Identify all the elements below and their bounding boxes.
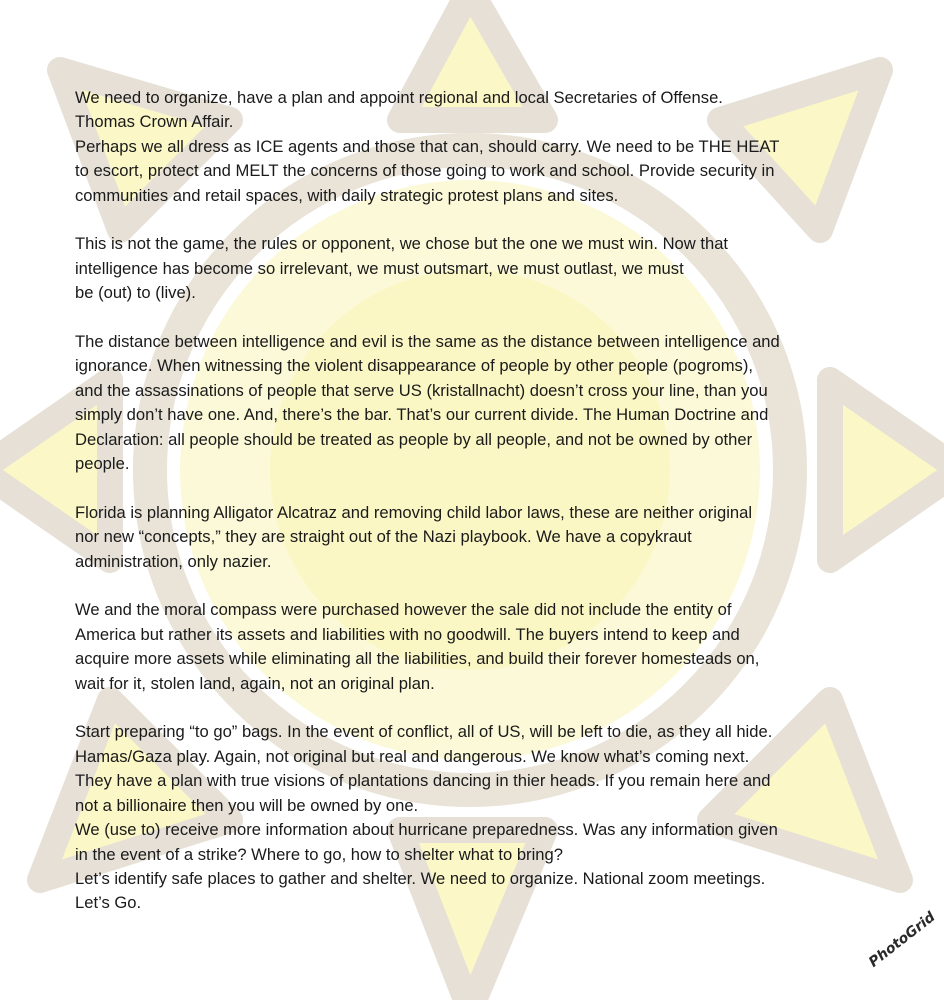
text-line: We (use to) receive more information about hurricane preparedness. Was any information given bbox=[75, 820, 778, 840]
text-line: simply don’t have one. And, there’s the bar. That’s our current divide. The Human Doctrine and bbox=[75, 405, 769, 425]
text-line: ignorance. When witnessing the violent disappearance of people by other people (pogroms), bbox=[75, 356, 753, 376]
text-line: They have a plan with true visions of plantations dancing in thier heads. If you remain here and bbox=[75, 771, 771, 791]
text-line: Declaration: all people should be treated as people by all people, and not be owned by other bbox=[75, 429, 753, 449]
paragraph-2 bbox=[75, 232, 875, 305]
text-line: administration, only nazier. bbox=[75, 551, 272, 571]
text-line: This is not the game, the rules or opponent, we chose but the one we must win. Now that bbox=[75, 234, 729, 254]
document-body bbox=[75, 86, 875, 916]
text-line: Start preparing “to go” bags. In the event of conflict, all of US, will be left to die, as they all hide. bbox=[75, 722, 773, 742]
text-line: nor new “concepts,” they are straight out of the Nazi playbook. We have a copykraut bbox=[75, 527, 692, 547]
text-line: wait for it, stolen land, again, not an original plan. bbox=[75, 673, 435, 693]
text-line: Let’s identify safe places to gather and shelter. We need to organize. National zoom meetings. bbox=[75, 868, 766, 888]
paragraph-3 bbox=[75, 330, 875, 476]
paragraph-1 bbox=[75, 86, 875, 208]
photogrid-watermark: PhotoGrid bbox=[866, 909, 939, 971]
text-line: Thomas Crown Affair. bbox=[75, 112, 234, 132]
text-line: in the event of a strike? Where to go, how to shelter what to bring? bbox=[75, 844, 563, 864]
text-line: communities and retail spaces, with daily strategic protest plans and sites. bbox=[75, 185, 619, 205]
text-line: and the assassinations of people that serve US (kristallnacht) doesn’t cross your line, than you bbox=[75, 380, 768, 400]
paragraph-6 bbox=[75, 720, 875, 915]
text-line: We need to organize, have a plan and appoint regional and local Secretaries of Offense. bbox=[75, 88, 723, 107]
text-line: Florida is planning Alligator Alcatraz and removing child labor laws, these are neither original bbox=[75, 502, 753, 522]
text-line: Let’s Go. bbox=[75, 893, 142, 913]
text-line: The distance between intelligence and evil is the same as the distance between intelligence and bbox=[75, 332, 780, 352]
paragraph-4 bbox=[75, 501, 875, 574]
text-line: Perhaps we all dress as ICE agents and those that can, should carry. We need to be THE HEAT bbox=[75, 136, 780, 156]
text-line: Hamas/Gaza play. Again, not original but real and dangerous. We know what’s coming next. bbox=[75, 746, 750, 766]
text-line: be (out) to (live). bbox=[75, 283, 196, 303]
text-line: people. bbox=[75, 454, 130, 474]
text-line: to escort, protect and MELT the concerns of those going to work and school. Provide security in bbox=[75, 161, 775, 181]
text-line: acquire more assets while eliminating all the liabilities, and build their forever homesteads on, bbox=[75, 649, 760, 669]
paragraph-5 bbox=[75, 598, 875, 696]
text-line: intelligence has become so irrelevant, we must outsmart, we must outlast, we must bbox=[75, 258, 684, 278]
text-line: We and the moral compass were purchased however the sale did not include the entity of bbox=[75, 600, 732, 620]
text-line: America but rather its assets and liabilities with no goodwill. The buyers intend to keep and bbox=[75, 624, 740, 644]
text-line: not a billionaire then you will be owned by one. bbox=[75, 795, 419, 815]
